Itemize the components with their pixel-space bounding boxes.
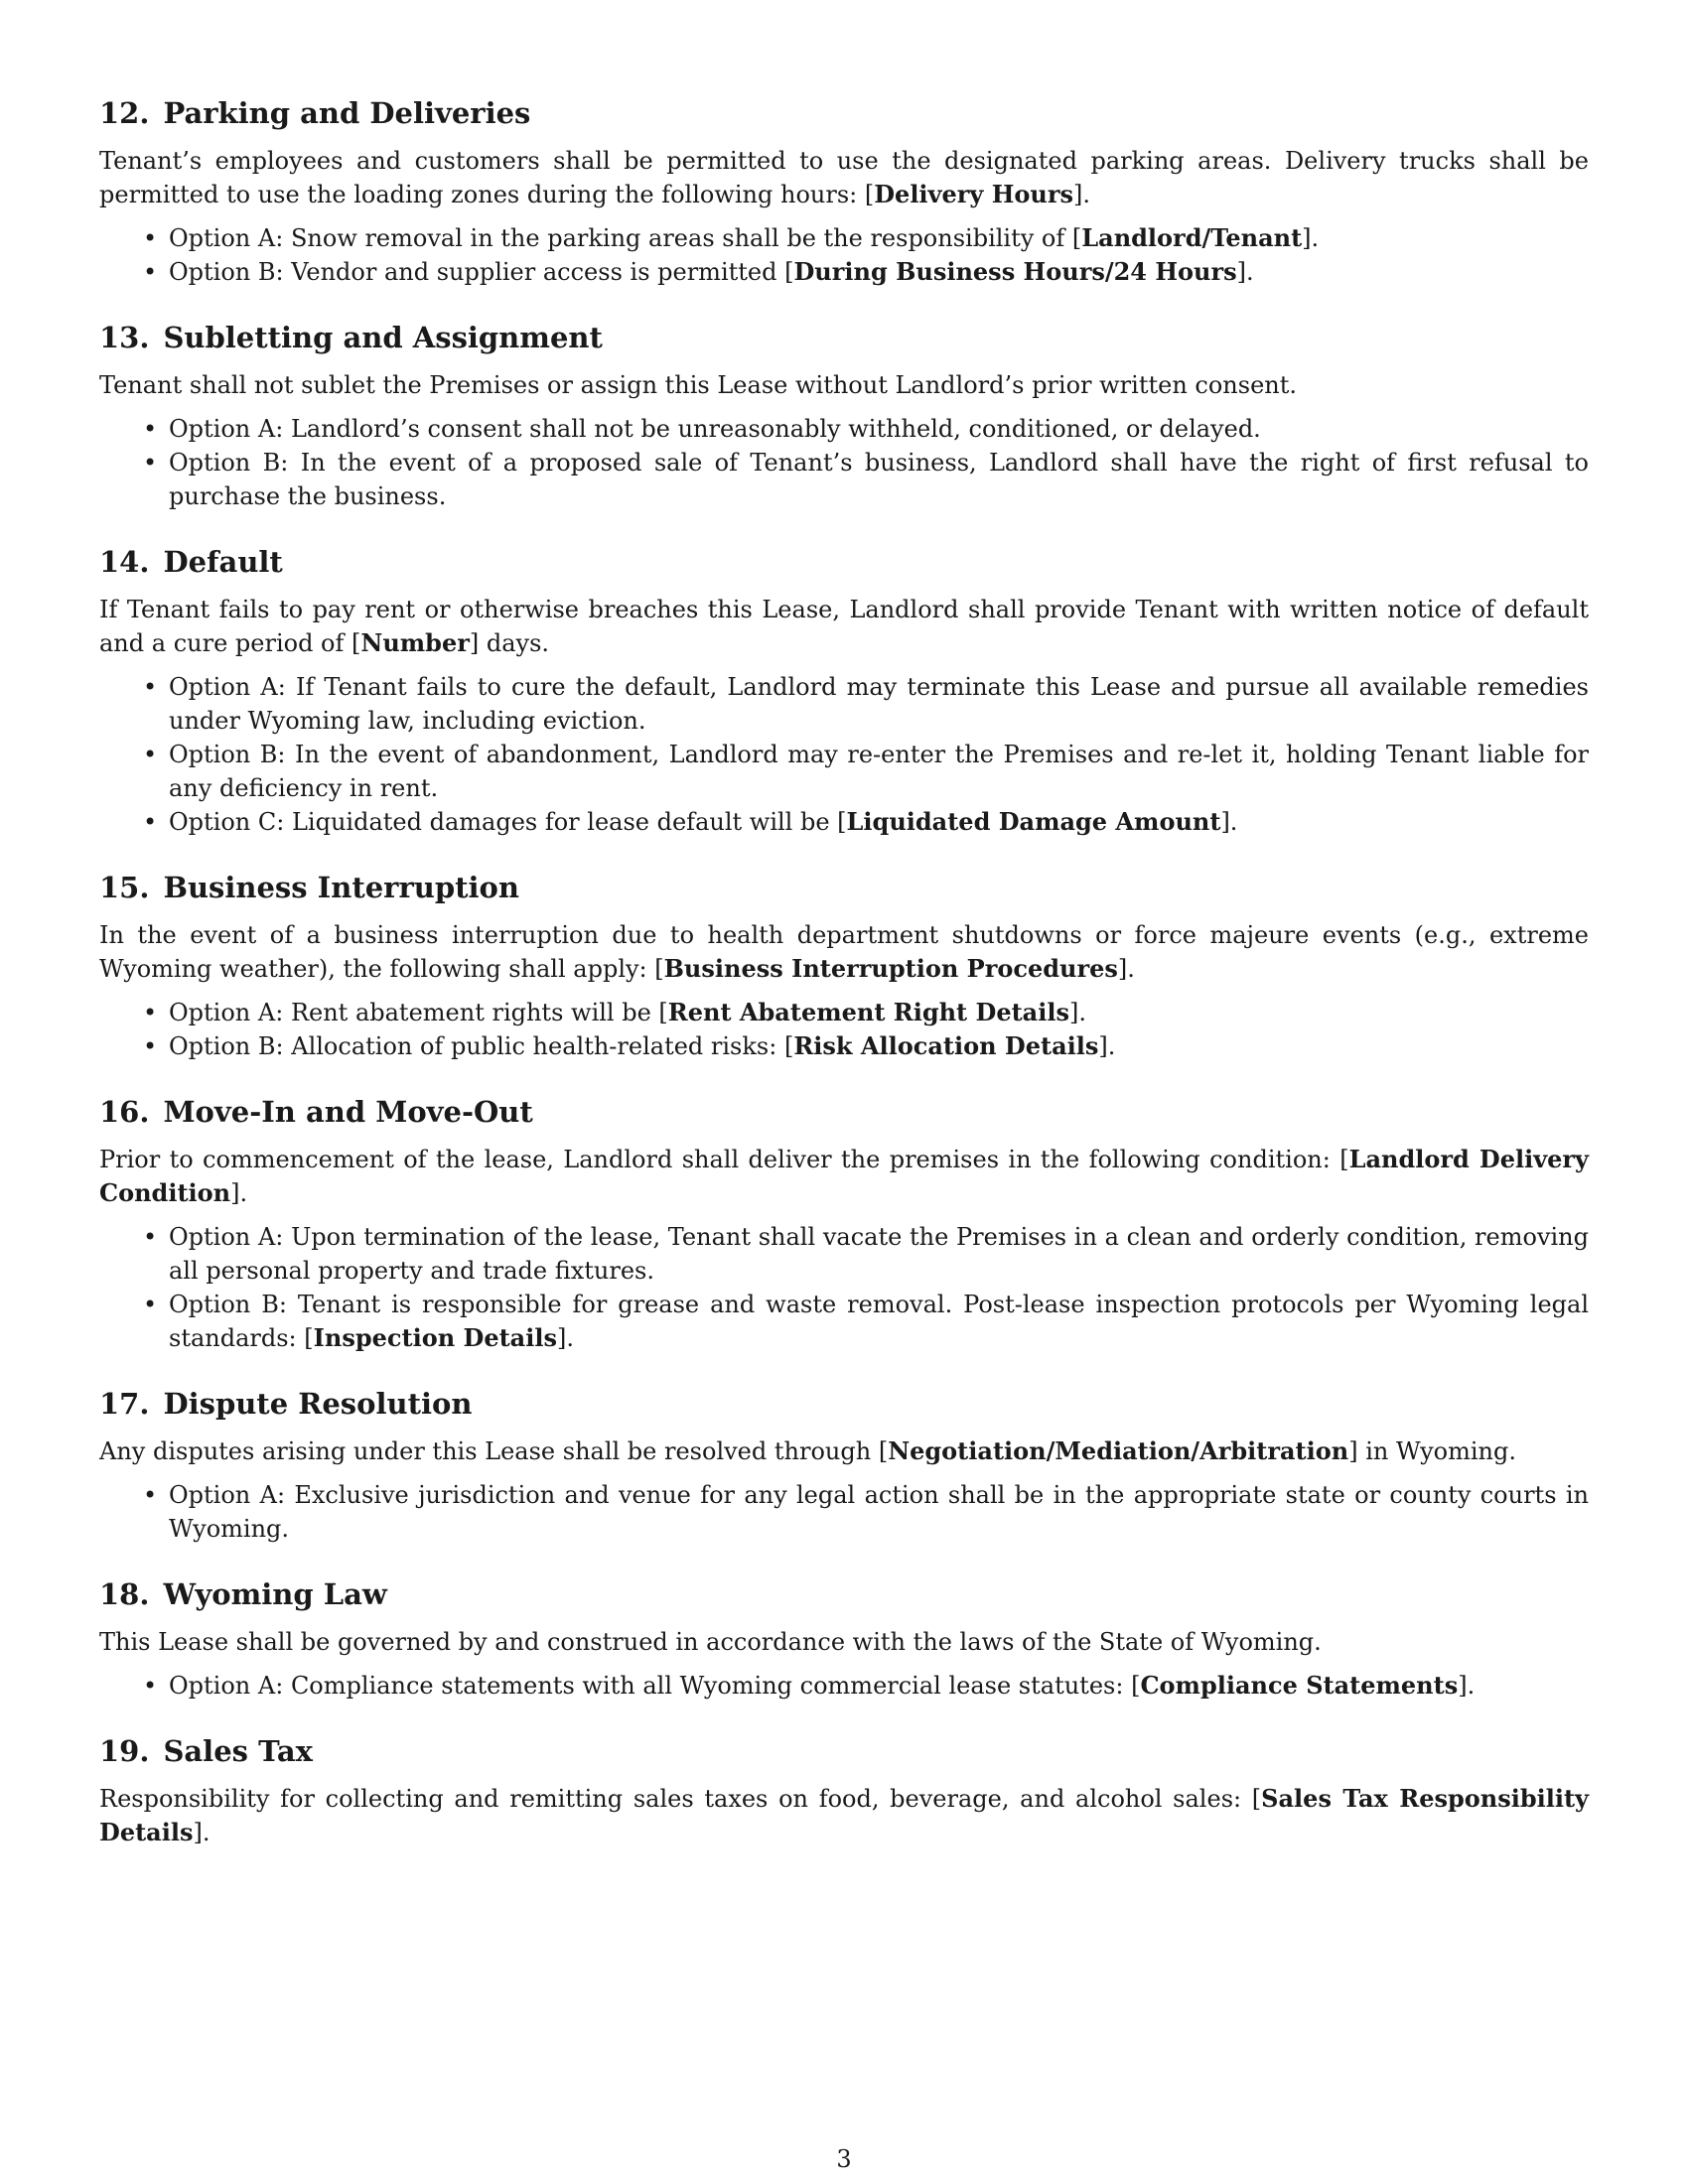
option-list xyxy=(99,221,1589,289)
section-heading xyxy=(99,1093,1589,1131)
section-title: Move-In and Move-Out xyxy=(163,1095,533,1129)
option-a: • Option A: Upon termination of the lease, Tenant shall vacate the Premises in a clean and orderly condition, removing all personal property and trade fixtures. xyxy=(169,1220,1589,1288)
section-number: 16. xyxy=(99,1095,150,1129)
section-body: Responsibility for collecting and remitting sales taxes on food, beverage, and alcohol sales: [Sales Tax Responsibility Details]. xyxy=(99,1784,1589,1846)
placeholder-compliance-statements: Compliance Statements xyxy=(1140,1671,1459,1700)
section-body: Prior to commencement of the lease, Landlord shall deliver the premises in the following condition: [Landlord Delivery Condition]. xyxy=(99,1145,1590,1207)
section-17-dispute-resolution xyxy=(99,1385,1589,1546)
placeholder-landlord-delivery-condition: Landlord Delivery Condition xyxy=(99,1145,1590,1207)
option-list xyxy=(99,1478,1589,1546)
section-number: 14. xyxy=(99,545,150,579)
section-heading xyxy=(99,319,1589,356)
option-b: • Option B: In the event of a proposed sale of Tenant’s business, Landlord shall have the right of first refusal to purchase the business. xyxy=(169,446,1589,513)
section-14-default xyxy=(99,543,1589,839)
option-c: • Option C: Liquidated damages for lease default will be [Liquidated Damage Amount]. xyxy=(169,805,1589,839)
option-list xyxy=(99,1220,1589,1355)
section-body: In the event of a business interruption due to health department shutdowns or force majeure events (e.g., extreme Wyoming weather), the following shall apply: [Business Interruption Procedures]. xyxy=(99,921,1589,983)
section-heading xyxy=(99,94,1589,132)
section-heading xyxy=(99,1732,1589,1770)
option-a: • Option A: Rent abatement rights will be [Rent Abatement Right Details]. xyxy=(169,996,1589,1029)
section-heading xyxy=(99,869,1589,906)
section-18-wyoming-law xyxy=(99,1575,1589,1703)
placeholder-access-hours: During Business Hours/24 Hours xyxy=(793,257,1237,286)
section-body: If Tenant fails to pay rent or otherwise breaches this Lease, Landlord shall provide Tenant with written notice of default and a cure period of [Number] days. xyxy=(99,596,1589,657)
section-16-move-in-and-move-out xyxy=(99,1093,1589,1355)
section-number: 12. xyxy=(99,96,150,130)
option-list xyxy=(99,1669,1589,1703)
section-number: 13. xyxy=(99,321,150,354)
section-title: Dispute Resolution xyxy=(163,1387,473,1421)
option-a: • Option A: If Tenant fails to cure the default, Landlord may terminate this Lease and pursue all available remedies under Wyoming law, including eviction. xyxy=(169,670,1589,738)
placeholder-inspection-details: Inspection Details xyxy=(313,1323,557,1352)
placeholder-business-interruption-procedures: Business Interruption Procedures xyxy=(663,954,1118,983)
section-number: 15. xyxy=(99,871,150,904)
section-title: Subletting and Assignment xyxy=(163,321,603,354)
placeholder-risk-allocation-details: Risk Allocation Details xyxy=(793,1031,1099,1060)
option-list xyxy=(99,996,1589,1063)
section-number: 18. xyxy=(99,1577,150,1611)
placeholder-sales-tax-responsibility-details: Sales Tax Responsibility Details xyxy=(99,1784,1589,1846)
section-body: Tenant’s employees and customers shall be permitted to use the designated parking areas. Delivery trucks shall be permitted to use the loading zones during the following hours: [Delivery Hours]. xyxy=(99,147,1589,208)
document-page xyxy=(99,94,1589,1879)
section-15-business-interruption xyxy=(99,869,1589,1063)
option-b: • Option B: Allocation of public health-related risks: [Risk Allocation Details]. xyxy=(169,1029,1589,1063)
placeholder-liquidated-damage-amount: Liquidated Damage Amount xyxy=(846,807,1221,836)
section-12-parking-and-deliveries xyxy=(99,94,1589,289)
section-13-subletting-and-assignment xyxy=(99,319,1589,513)
section-body: Tenant shall not sublet the Premises or assign this Lease without Landlord’s prior written consent. xyxy=(99,371,1297,399)
section-title: Parking and Deliveries xyxy=(163,96,531,130)
option-b: • Option B: In the event of abandonment, Landlord may re-enter the Premises and re-let it, holding Tenant liable for any deficiency in rent. xyxy=(169,738,1589,805)
option-a: • Option A: Landlord’s consent shall not be unreasonably withheld, conditioned, or delayed. xyxy=(169,412,1589,446)
section-body: This Lease shall be governed by and construed in accordance with the laws of the State of Wyoming. xyxy=(99,1628,1322,1656)
option-a: • Option A: Compliance statements with all Wyoming commercial lease statutes: [Compliance Statements]. xyxy=(169,1669,1589,1703)
section-title: Business Interruption xyxy=(163,871,519,904)
placeholder-landlord-tenant: Landlord/Tenant xyxy=(1081,223,1303,252)
section-number: 19. xyxy=(99,1734,150,1768)
placeholder-delivery-hours: Delivery Hours xyxy=(874,180,1073,208)
page-number: 3 xyxy=(836,2145,852,2173)
section-title: Wyoming Law xyxy=(163,1577,387,1611)
section-title: Default xyxy=(163,545,283,579)
section-heading xyxy=(99,543,1589,581)
section-19-sales-tax xyxy=(99,1732,1589,1849)
placeholder-dispute-method: Negotiation/Mediation/Arbitration xyxy=(888,1436,1349,1465)
option-list xyxy=(99,412,1589,513)
option-a: • Option A: Exclusive jurisdiction and venue for any legal action shall be in the appropriate state or county courts in Wyoming. xyxy=(169,1478,1589,1546)
option-b: • Option B: Vendor and supplier access is permitted [During Business Hours/24 Hours]. xyxy=(169,255,1589,289)
section-number: 17. xyxy=(99,1387,150,1421)
option-a: • Option A: Snow removal in the parking areas shall be the responsibility of [Landlord/Tenant]. xyxy=(169,221,1589,255)
option-list xyxy=(99,670,1589,839)
section-heading xyxy=(99,1575,1589,1613)
section-heading xyxy=(99,1385,1589,1423)
placeholder-rent-abatement-right-details: Rent Abatement Right Details xyxy=(667,998,1069,1026)
section-body: Any disputes arising under this Lease shall be resolved through [Negotiation/Mediation/Arbitration] in Wyoming. xyxy=(99,1436,1516,1465)
section-title: Sales Tax xyxy=(163,1734,313,1768)
placeholder-number: Number xyxy=(360,628,470,657)
option-b: • Option B: Tenant is responsible for grease and waste removal. Post-lease inspection protocols per Wyoming legal standards: [Inspection Details]. xyxy=(169,1288,1589,1355)
